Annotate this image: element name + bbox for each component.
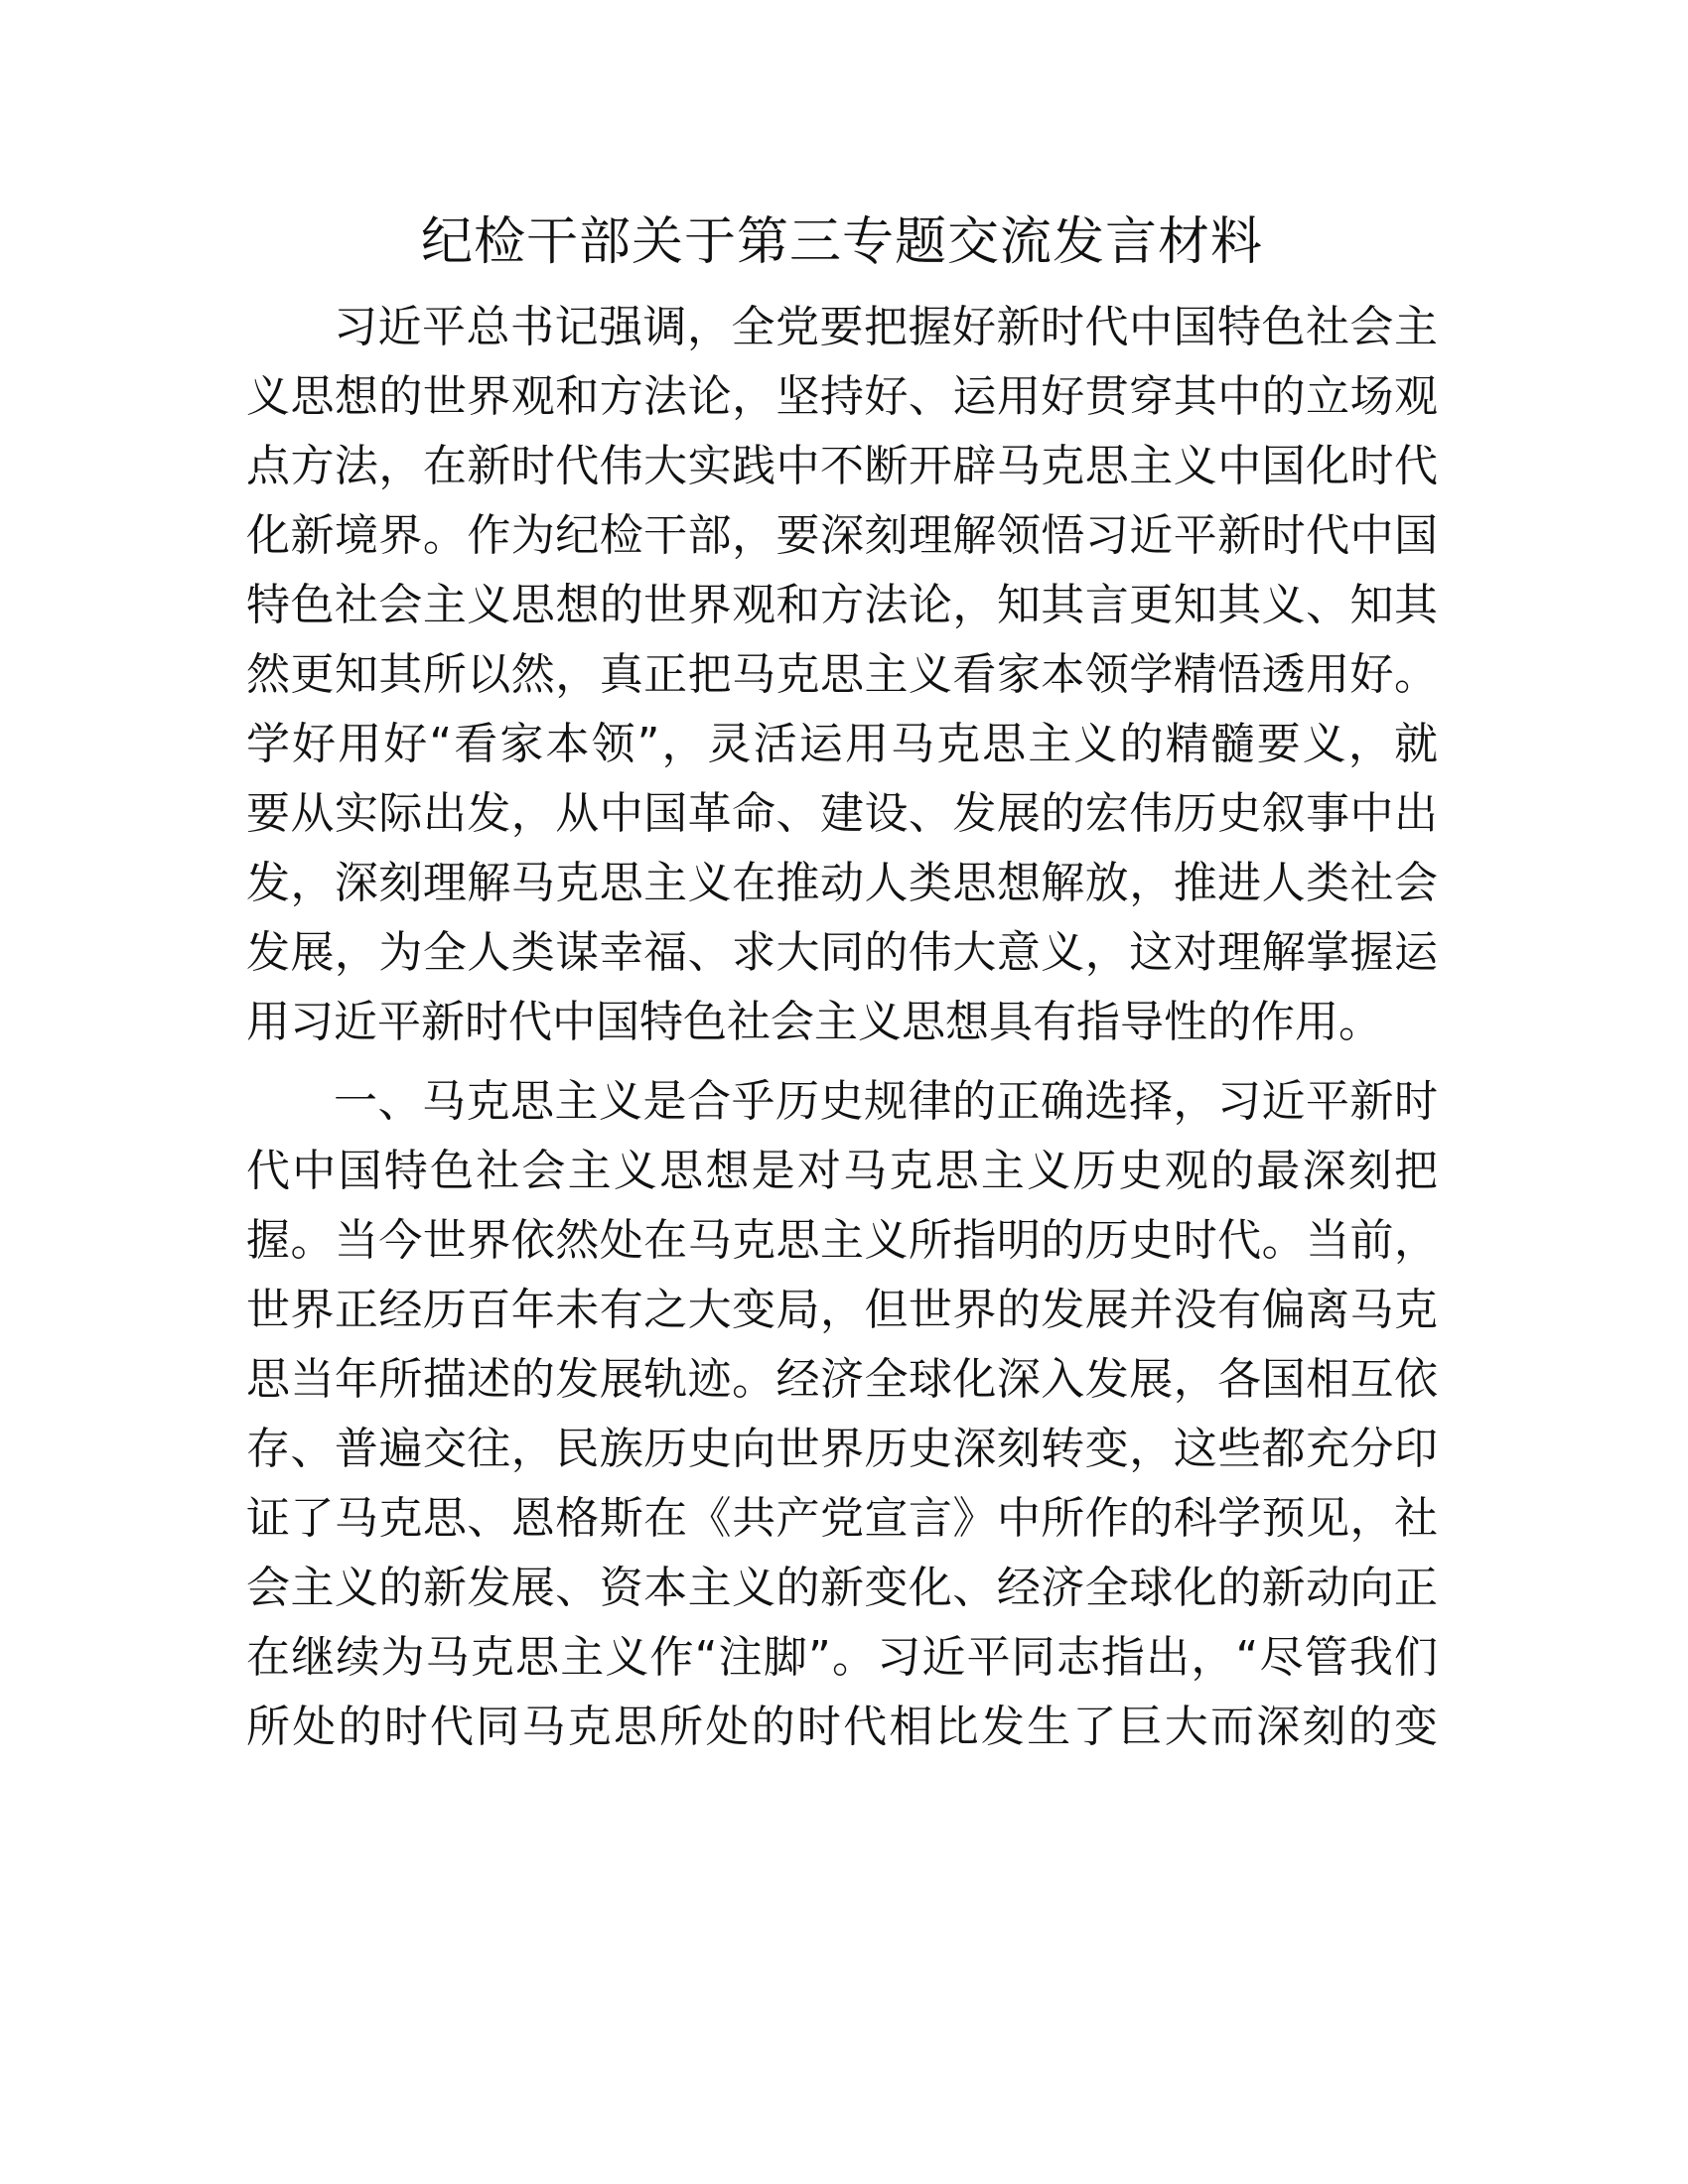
paragraph-line: 思当年所描述的发展轨迹。经济全球化深入发展，各国相互依 xyxy=(246,1354,1438,1405)
paragraph-line: 握。当今世界依然处在马克思主义所指明的历史时代。当前， xyxy=(246,1215,1438,1266)
paragraph-line: 点方法，在新时代伟大实践中不断开辟马克思主义中国化时代 xyxy=(246,441,1438,491)
paragraph-line: 会主义的新发展、资本主义的新变化、经济全球化的新动向正 xyxy=(246,1563,1438,1613)
document-title: 纪检干部关于第三专题交流发言材料 xyxy=(420,212,1263,272)
paragraph-line: 学好用好“看家本领”，灵活运用马克思主义的精髓要义，就 xyxy=(246,719,1438,769)
paragraph-line: 习近平总书记强调，全党要把握好新时代中国特色社会主 xyxy=(334,302,1438,352)
paragraph-line: 证了马克思、恩格斯在《共产党宣言》中所作的科学预见，社 xyxy=(246,1493,1438,1544)
paragraph-line: 化新境界。作为纪检干部，要深刻理解领悟习近平新时代中国 xyxy=(246,510,1438,561)
paragraph-line: 代中国特色社会主义思想是对马克思主义历史观的最深刻把 xyxy=(246,1146,1438,1196)
paragraph-line: 存、普遍交往，民族历史向世界历史深刻转变，这些都充分印 xyxy=(246,1424,1438,1474)
paragraph-line: 世界正经历百年未有之大变局，但世界的发展并没有偏离马克 xyxy=(246,1285,1438,1335)
paragraph-line: 然更知其所以然，真正把马克思主义看家本领学精悟透用好。 xyxy=(246,649,1438,700)
paragraph-line: 发展，为全人类谋幸福、求大同的伟大意义，这对理解掌握运 xyxy=(246,927,1438,978)
paragraph-line: 用习近平新时代中国特色社会主义思想具有指导性的作用。 xyxy=(246,997,1382,1047)
paragraph-line: 要从实际出发，从中国革命、建设、发展的宏伟历史叙事中出 xyxy=(246,788,1438,839)
paragraph-line: 义思想的世界观和方法论，坚持好、运用好贯穿其中的立场观 xyxy=(246,371,1438,422)
paragraph-line: 在继续为马克思主义作“注脚”。习近平同志指出，“尽管我们 xyxy=(246,1632,1438,1683)
paragraph-line: 所处的时代同马克思所处的时代相比发生了巨大而深刻的变 xyxy=(246,1702,1438,1752)
paragraph-line: 一、马克思主义是合乎历史规律的正确选择，习近平新时 xyxy=(334,1076,1438,1127)
paragraph-line: 发，深刻理解马克思主义在推动人类思想解放，推进人类社会 xyxy=(246,858,1438,908)
paragraph-line: 特色社会主义思想的世界观和方法论，知其言更知其义、知其 xyxy=(246,580,1438,630)
